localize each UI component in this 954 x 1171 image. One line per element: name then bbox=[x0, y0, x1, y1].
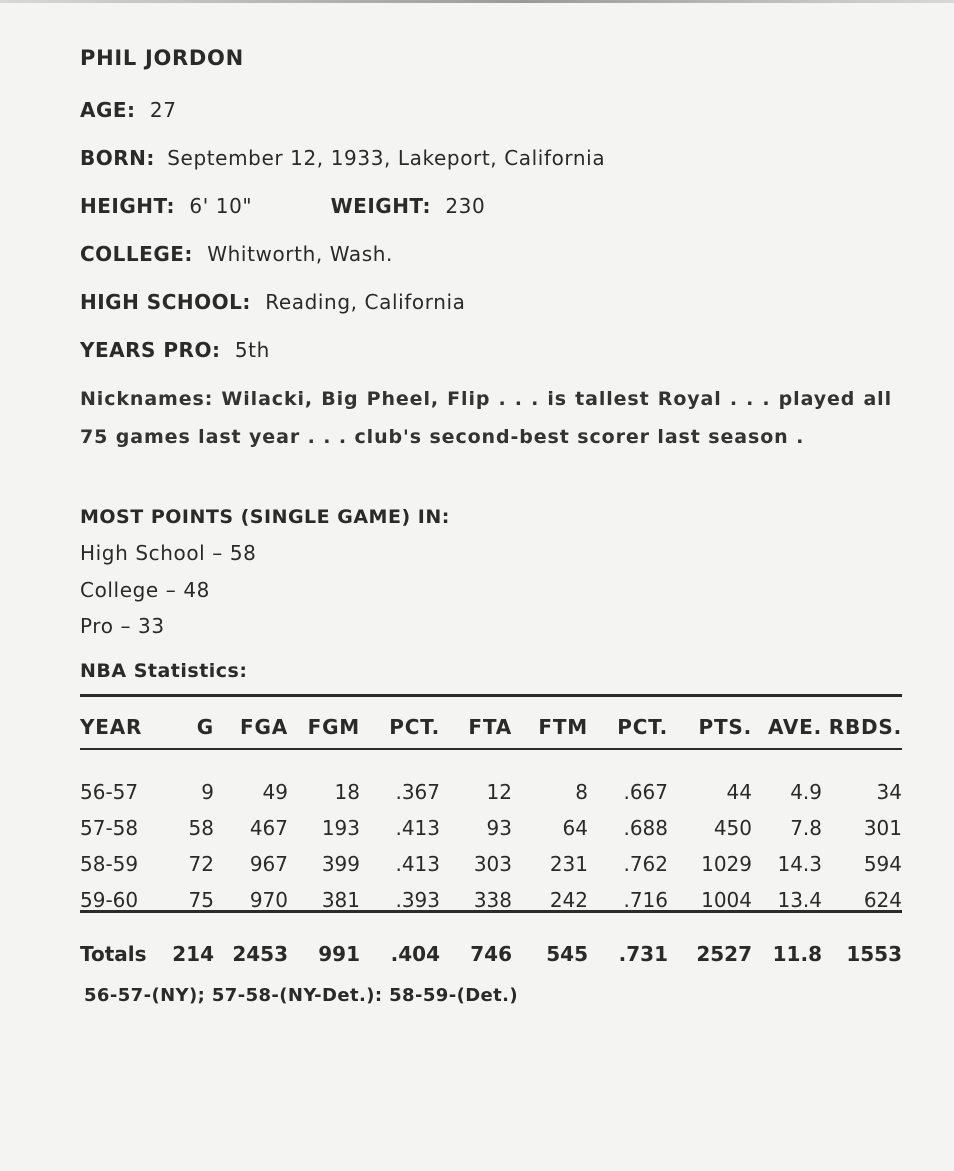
table-cell: .688 bbox=[623, 816, 668, 840]
teams-history: 56-57-(NY); 57-58-(NY-Det.): 58-59-(Det.) bbox=[84, 985, 519, 1006]
col-header: PCT. bbox=[389, 715, 440, 739]
college-line bbox=[80, 242, 393, 266]
age-line bbox=[80, 98, 177, 122]
born-label: BORN: bbox=[80, 146, 155, 170]
table-cell: 450 bbox=[713, 816, 752, 840]
years-pro-label: YEARS PRO: bbox=[80, 338, 221, 362]
years-pro-line bbox=[80, 338, 270, 362]
table-row bbox=[80, 810, 902, 846]
table-cell: 1004 bbox=[701, 888, 752, 912]
table-cell: 58-59 bbox=[80, 852, 139, 876]
table-cell: 93 bbox=[486, 816, 512, 840]
col-header: PCT. bbox=[617, 715, 668, 739]
table-cell: 303 bbox=[473, 852, 512, 876]
high-school-line bbox=[80, 290, 466, 314]
table-cell: .404 bbox=[390, 942, 440, 966]
most-points-high-school: High School – 58 bbox=[80, 541, 257, 565]
height-value: 6' 10" bbox=[189, 194, 253, 218]
most-points-heading: MOST POINTS (SINGLE GAME) IN: bbox=[80, 506, 450, 528]
col-header: FTM bbox=[538, 715, 588, 739]
age-value: 27 bbox=[149, 98, 177, 122]
years-pro-value: 5th bbox=[234, 338, 270, 362]
table-cell: 44 bbox=[726, 780, 752, 804]
table-cell: .413 bbox=[395, 816, 440, 840]
player-name: PHIL JORDON bbox=[80, 46, 244, 70]
table-cell: 7.8 bbox=[790, 816, 822, 840]
totals-row bbox=[80, 918, 902, 982]
table-cell: 967 bbox=[249, 852, 288, 876]
table-cell: 231 bbox=[549, 852, 588, 876]
table-cell: 746 bbox=[470, 942, 512, 966]
table-cell: .367 bbox=[395, 780, 440, 804]
height-label: HEIGHT: bbox=[80, 194, 176, 218]
table-cell: 57-58 bbox=[80, 816, 139, 840]
col-header: FGA bbox=[240, 715, 288, 739]
high-school-value: Reading, California bbox=[265, 290, 466, 314]
col-header: FTA bbox=[468, 715, 512, 739]
col-header: G bbox=[196, 715, 214, 739]
age-label: AGE: bbox=[80, 98, 136, 122]
table-cell: 9 bbox=[201, 780, 214, 804]
table-cell: 242 bbox=[549, 888, 588, 912]
col-header: PTS. bbox=[698, 715, 752, 739]
table-row bbox=[80, 846, 902, 882]
table-cell: 381 bbox=[321, 888, 360, 912]
table-cell: 399 bbox=[321, 852, 360, 876]
table-cell: Totals bbox=[80, 942, 147, 966]
high-school-label: HIGH SCHOOL: bbox=[80, 290, 251, 314]
table-cell: 12 bbox=[486, 780, 512, 804]
table-cell: 4.9 bbox=[790, 780, 822, 804]
table-cell: 75 bbox=[188, 888, 214, 912]
stats-top-rule bbox=[80, 694, 902, 697]
table-cell: 56-57 bbox=[80, 780, 139, 804]
table-cell: 2453 bbox=[232, 942, 288, 966]
table-cell: 72 bbox=[188, 852, 214, 876]
table-cell: 34 bbox=[876, 780, 902, 804]
table-cell: 624 bbox=[863, 888, 902, 912]
nba-statistics-heading: NBA Statistics: bbox=[80, 660, 248, 682]
table-cell: 214 bbox=[172, 942, 214, 966]
table-cell: 301 bbox=[863, 816, 902, 840]
weight-value: 230 bbox=[445, 194, 486, 218]
table-cell: 14.3 bbox=[777, 852, 822, 876]
table-cell: .667 bbox=[623, 780, 668, 804]
born-line bbox=[80, 146, 605, 170]
table-cell: 18 bbox=[334, 780, 360, 804]
table-cell: 970 bbox=[249, 888, 288, 912]
table-cell: 8 bbox=[575, 780, 588, 804]
table-cell: .413 bbox=[395, 852, 440, 876]
table-cell: .393 bbox=[395, 888, 440, 912]
table-cell: 49 bbox=[262, 780, 288, 804]
col-header: FGM bbox=[307, 715, 360, 739]
table-cell: 338 bbox=[473, 888, 512, 912]
table-cell: 1553 bbox=[846, 942, 902, 966]
table-cell: 545 bbox=[546, 942, 588, 966]
table-cell: 467 bbox=[249, 816, 288, 840]
table-cell: 13.4 bbox=[777, 888, 822, 912]
table-cell: .762 bbox=[623, 852, 668, 876]
table-cell: 2527 bbox=[696, 942, 752, 966]
table-cell: .731 bbox=[618, 942, 668, 966]
born-value: September 12, 1933, Lakeport, California bbox=[167, 146, 606, 170]
table-cell: 11.8 bbox=[772, 942, 822, 966]
col-header: AVE. bbox=[767, 715, 822, 739]
weight-label: WEIGHT: bbox=[330, 194, 431, 218]
table-cell: 64 bbox=[562, 816, 588, 840]
height-weight-line bbox=[80, 194, 485, 218]
table-cell: 991 bbox=[318, 942, 360, 966]
table-cell: 58 bbox=[188, 816, 214, 840]
table-cell: 1029 bbox=[701, 852, 752, 876]
col-header: YEAR bbox=[80, 715, 143, 739]
stats-header-row bbox=[80, 702, 902, 752]
table-cell: 594 bbox=[863, 852, 902, 876]
table-cell: 193 bbox=[321, 816, 360, 840]
table-row bbox=[80, 882, 902, 918]
most-points-pro: Pro – 33 bbox=[80, 614, 165, 638]
table-row bbox=[80, 752, 902, 810]
nba-statistics-table bbox=[80, 702, 902, 982]
college-label: COLLEGE: bbox=[80, 242, 193, 266]
table-cell: 59-60 bbox=[80, 888, 139, 912]
col-header: RBDS. bbox=[828, 715, 902, 739]
college-value: Whitworth, Wash. bbox=[207, 242, 393, 266]
nicknames-notes: Nicknames: Wilacki, Big Pheel, Flip . . . is tallest Royal . . . played all 75 games last year . . . club's second-best scorer last season . bbox=[80, 388, 892, 448]
table-cell: .716 bbox=[623, 888, 668, 912]
most-points-college: College – 48 bbox=[80, 578, 210, 602]
